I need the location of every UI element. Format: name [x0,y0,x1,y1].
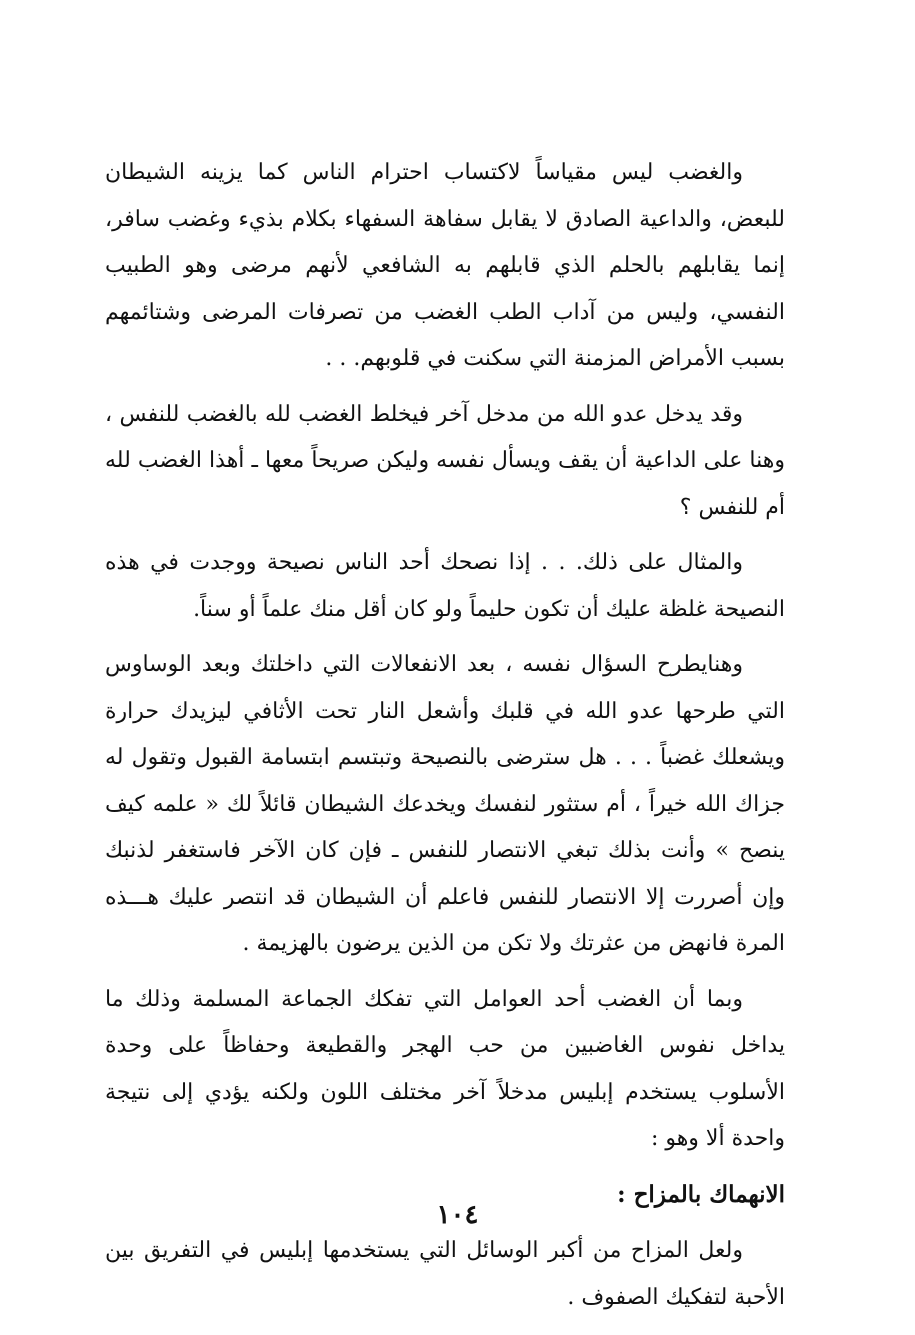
paragraph-anger-for-god: وقد يدخل عدو الله من مدخل آخر فيخلط الغضب لله بالغضب للنفس ، وهنا على الداعية أن يقف ويسأل نفسه وليكن صريحاً معها ـ أهذا الغضب لله أم للنفس ؟ [105,401,785,520]
section-heading: الانهماك بالمزاح : [617,1180,785,1208]
paragraph-anger-measure: والغضب ليس مقياساً لاكتساب احترام الناس كما يزينه الشيطان للبعض، والداعية الصادق لا يقابل سفاهة السفهاء بكلام بذيء وغضب سافر، إنما يقابلهم بالحلم الذي قابلهم به الشافعي لأنهم مرضى وهو الطبيب النفسي، وليس من آداب الطب الغضب من تصرفات المرضى وشتائمهم بسبب الأمراض المزمنة التي سكنت في قلوبهم. . . [105,160,785,371]
paragraph-joking: ولعل المزاح من أكبر الوسائل التي يستخدمها إبليس في التفريق بين الأحبة لتفكيك الصفوف . [105,1238,785,1310]
paragraph-example: والمثال على ذلك. . . إذا نصحك أحد الناس نصيحة ووجدت في هذه النصيحة غلظة عليك أن تكون حليماً ولو كان أقل منك علماً أو سناً. [105,550,785,622]
paragraph-question: وهنايطرح السؤال نفسه ، بعد الانفعالات التي داخلتك وبعد الوساوس التي طرحها عدو الله في قلبك وأشعل النار تحت الأثافي ليزيدك حرارة ويشعلك غضباً . . . هل سترضى بالنصيحة وتبتسم ابتسامة القبول وتقول له جزاك الله خيراً ، أم ستثور لنفسك ويخدعك الشيطان قائلاً لك « علمه كيف ينصح » وأنت بذلك تبغي الانتصار للنفس ـ فإن كان الآخر فاستغفر لذنبك وإن أصررت إلا الانتصار للنفس فاعلم أن الشيطان قد انتصر عليك هـــذه المرة فانهض من عثرتك ولا تكن من الذين يرضون بالهزيمة . [105,652,785,956]
page-number: ١٠٤ [436,1200,479,1230]
paragraph-division: وبما أن الغضب أحد العوامل التي تفكك الجماعة المسلمة وذلك ما يداخل نفوس الغاضبين من حب الهجر والقطيعة وحفاظاً على وحدة الأسلوب يستخدم إبليس مدخلاً آخر مختلف اللون ولكنه يؤدي إلى نتيجة واحدة ألا وهو : [105,986,785,1151]
body-text [105,150,785,1330]
